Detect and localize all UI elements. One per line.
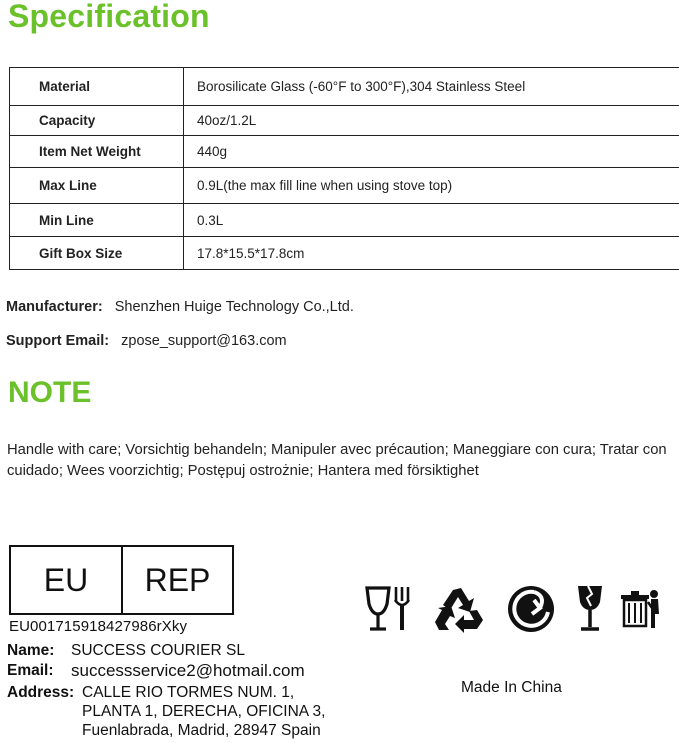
specification-heading: Specification: [8, 0, 210, 34]
spec-value: 40oz/1.2L: [184, 106, 679, 136]
fragile-icon: [576, 584, 604, 632]
spec-value: 0.3L: [184, 204, 679, 237]
spec-label: Max Line: [10, 168, 184, 204]
compliance-icons: [364, 584, 669, 634]
manufacturer-label: Manufacturer:: [6, 299, 103, 315]
rep-email-label: Email:: [7, 662, 54, 679]
note-heading: NOTE: [8, 376, 92, 409]
support-email-line: [6, 333, 287, 349]
spec-label: Item Net Weight: [10, 136, 184, 168]
rep-name-label: Name:: [7, 642, 55, 659]
support-email-label: Support Email:: [6, 333, 110, 349]
rep-address-line-3: Fuenlabrada, Madrid, 28947 Spain: [82, 722, 321, 739]
note-text: Handle with care; Vorsichtig behandeln; Manipuler avec précaution; Maneggiare con cura; Tratar con cuidado; Wees voorzichtig; Postępuj ostrożnie; Hantera med försiktighet: [7, 442, 667, 479]
recycling-icon: [433, 584, 487, 634]
eu-label: EU: [11, 547, 123, 613]
made-in-china: Made In China: [461, 679, 562, 696]
spec-value: 440g: [184, 136, 679, 168]
spec-row: [10, 168, 679, 204]
rep-name-value: SUCCESS COURIER SL: [71, 642, 245, 659]
support-email-value: zpose_support@163.com: [121, 333, 287, 349]
rep-email-value: successservice2@hotmail.com: [71, 661, 305, 680]
rep-address-line-2: PLANTA 1, DERECHA, OFICINA 3,: [82, 703, 326, 720]
spec-label: Gift Box Size: [10, 237, 184, 270]
rep-label: REP: [144, 561, 211, 598]
spec-label: Capacity: [10, 106, 184, 136]
spec-table: [9, 67, 679, 270]
spec-value: 17.8*15.5*17.8cm: [184, 237, 679, 270]
food-safe-icon: [364, 584, 414, 632]
spec-row: [10, 68, 679, 106]
spec-row: [10, 106, 679, 136]
manufacturer-line: [6, 299, 354, 315]
eu-rep-code: EU001715918427986rXky: [9, 618, 188, 635]
spec-label: Min Line: [10, 204, 184, 237]
rep-address-line-1: CALLE RIO TORMES NUM. 1,: [82, 684, 295, 701]
weee-bin-icon: [618, 584, 662, 632]
spec-row: [10, 204, 679, 237]
spec-label: Material: [10, 68, 184, 106]
eu-rep-box: [9, 545, 234, 615]
manufacturer-value: Shenzhen Huige Technology Co.,Ltd.: [114, 299, 354, 315]
spec-row: [10, 136, 679, 168]
spec-value: Borosilicate Glass (-60°F to 300°F),304 Stainless Steel: [184, 68, 679, 106]
spec-value: 0.9L(the max fill line when using stove top): [184, 168, 679, 204]
spec-row: [10, 237, 679, 270]
green-dot-icon: [506, 584, 556, 634]
rep-address-label: Address:: [7, 684, 75, 701]
